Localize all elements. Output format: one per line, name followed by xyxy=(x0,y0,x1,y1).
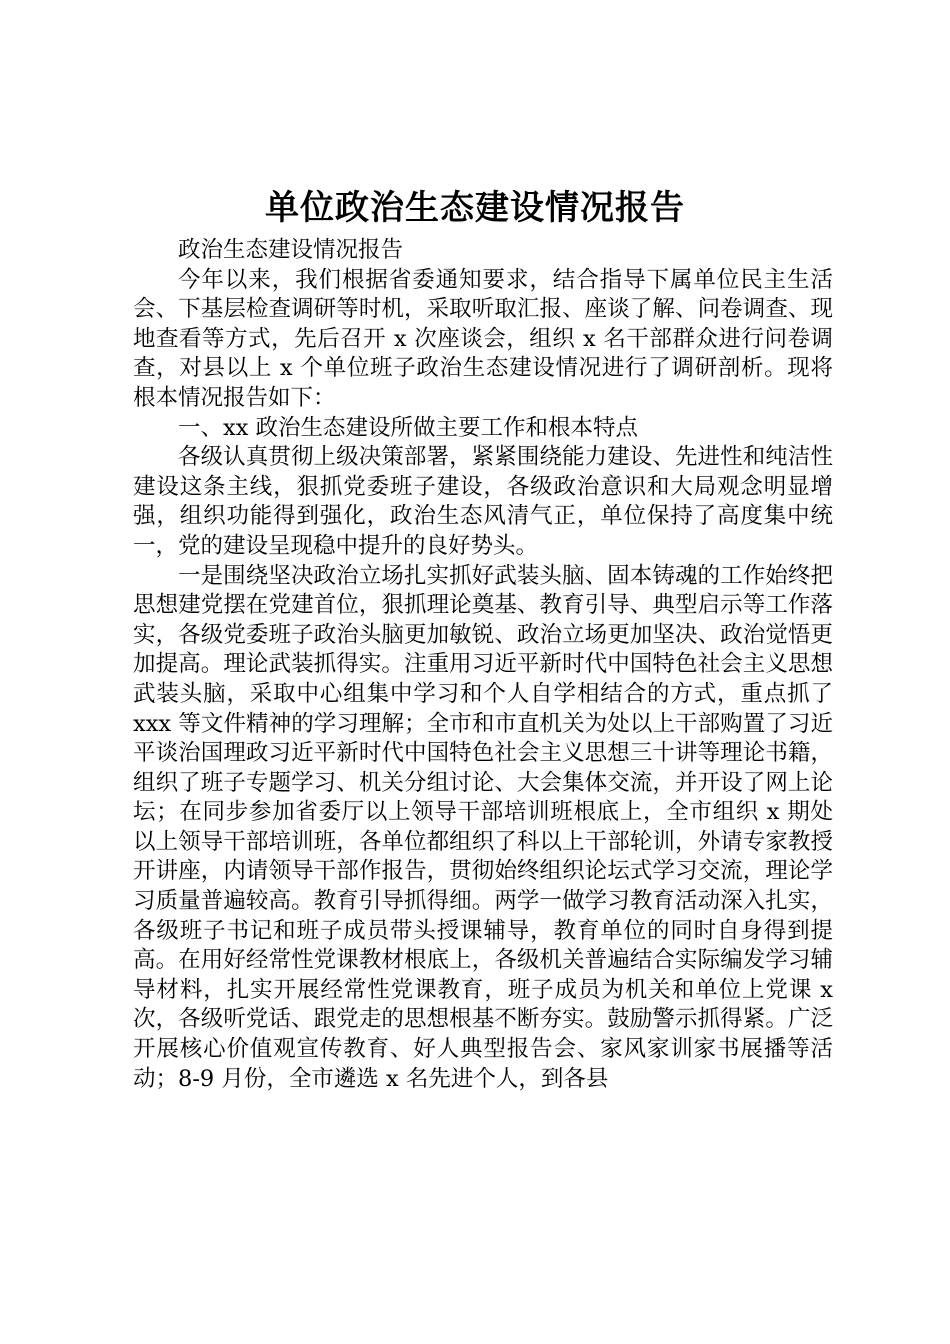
intro-paragraph: 今年以来，我们根据省委通知要求，结合指导下属单位民主生活会、下基层检查调研等时机，采取听取汇报、座谈了解、问卷调查、现地查看等方式，先后召开 x 次座谈会，组织 x 名干部群众进行问卷调查，对县以上 x 个单位班子政治生态建设情况进行了调研剖析。现将根本情况报告如下： xyxy=(133,266,833,411)
document-title: 单位政治生态建设情况报告 xyxy=(265,188,685,228)
document-body xyxy=(133,236,833,1094)
overview-paragraph: 各级认真贯彻上级决策部署，紧紧围绕能力建设、先进性和纯洁性建设这条主线，狠抓党委班子建设，各级政治意识和大局观念明显增强，组织功能得到强化，政治生态风清气正，单位保持了高度集中统一，党的建设呈现稳中提升的良好势头。 xyxy=(133,444,833,559)
report-subtitle: 政治生态建设情况报告 xyxy=(178,237,404,263)
detail-paragraph: 一是围绕坚决政治立场扎实抓好武装头脑、固本铸魂的工作始终把思想建党摆在党建首位，狠抓理论奠基、教育引导、典型启示等工作落实，各级党委班子政治头脑更加敏锐、政治立场更加坚决、政治觉悟更加提高。理论武装抓得实。注重用习近平新时代中国特色社会主义思想武装头脑，采取中心组集中学习和个人自学相结合的方式，重点抓了 xxx 等文件精神的学习理解；全市和市直机关为处以上干部购置了习近平谈治国理政习近平新时代中国特色社会主义思想三十讲等理论书籍，组织了班子专题学习、机关分组讨论、大会集体交流，并开设了网上论坛；在同步参加省委厅以上领导干部培训班根底上，全市组织 x 期处以上领导干部培训班，各单位都组织了科以上干部轮训，外请专家教授开讲座，内请领导干部作报告，贯彻始终组织论坛式学习交流，理论学习质量普遍较高。教育引导抓得细。两学一做学习教育活动深入扎实，各级班子书记和班子成员带头授课辅导，教育单位的同时自身得到提高。在用好经常性党课教材根底上，各级机关普遍结合实际编发学习辅导材料，扎实开展经常性党课教育，班子成员为机关和单位上党课 x 次，各级听党话、跟党走的思想根基不断夯实。鼓励警示抓得紧。广泛开展核心价值观宣传教育、好人典型报告会、家风家训家书展播等活动；8-9 月份，全市遴选 x 名先进个人，到各县 xyxy=(133,562,833,1092)
section-heading: 一、xx 政治生态建设所做主要工作和根本特点 xyxy=(178,414,639,441)
